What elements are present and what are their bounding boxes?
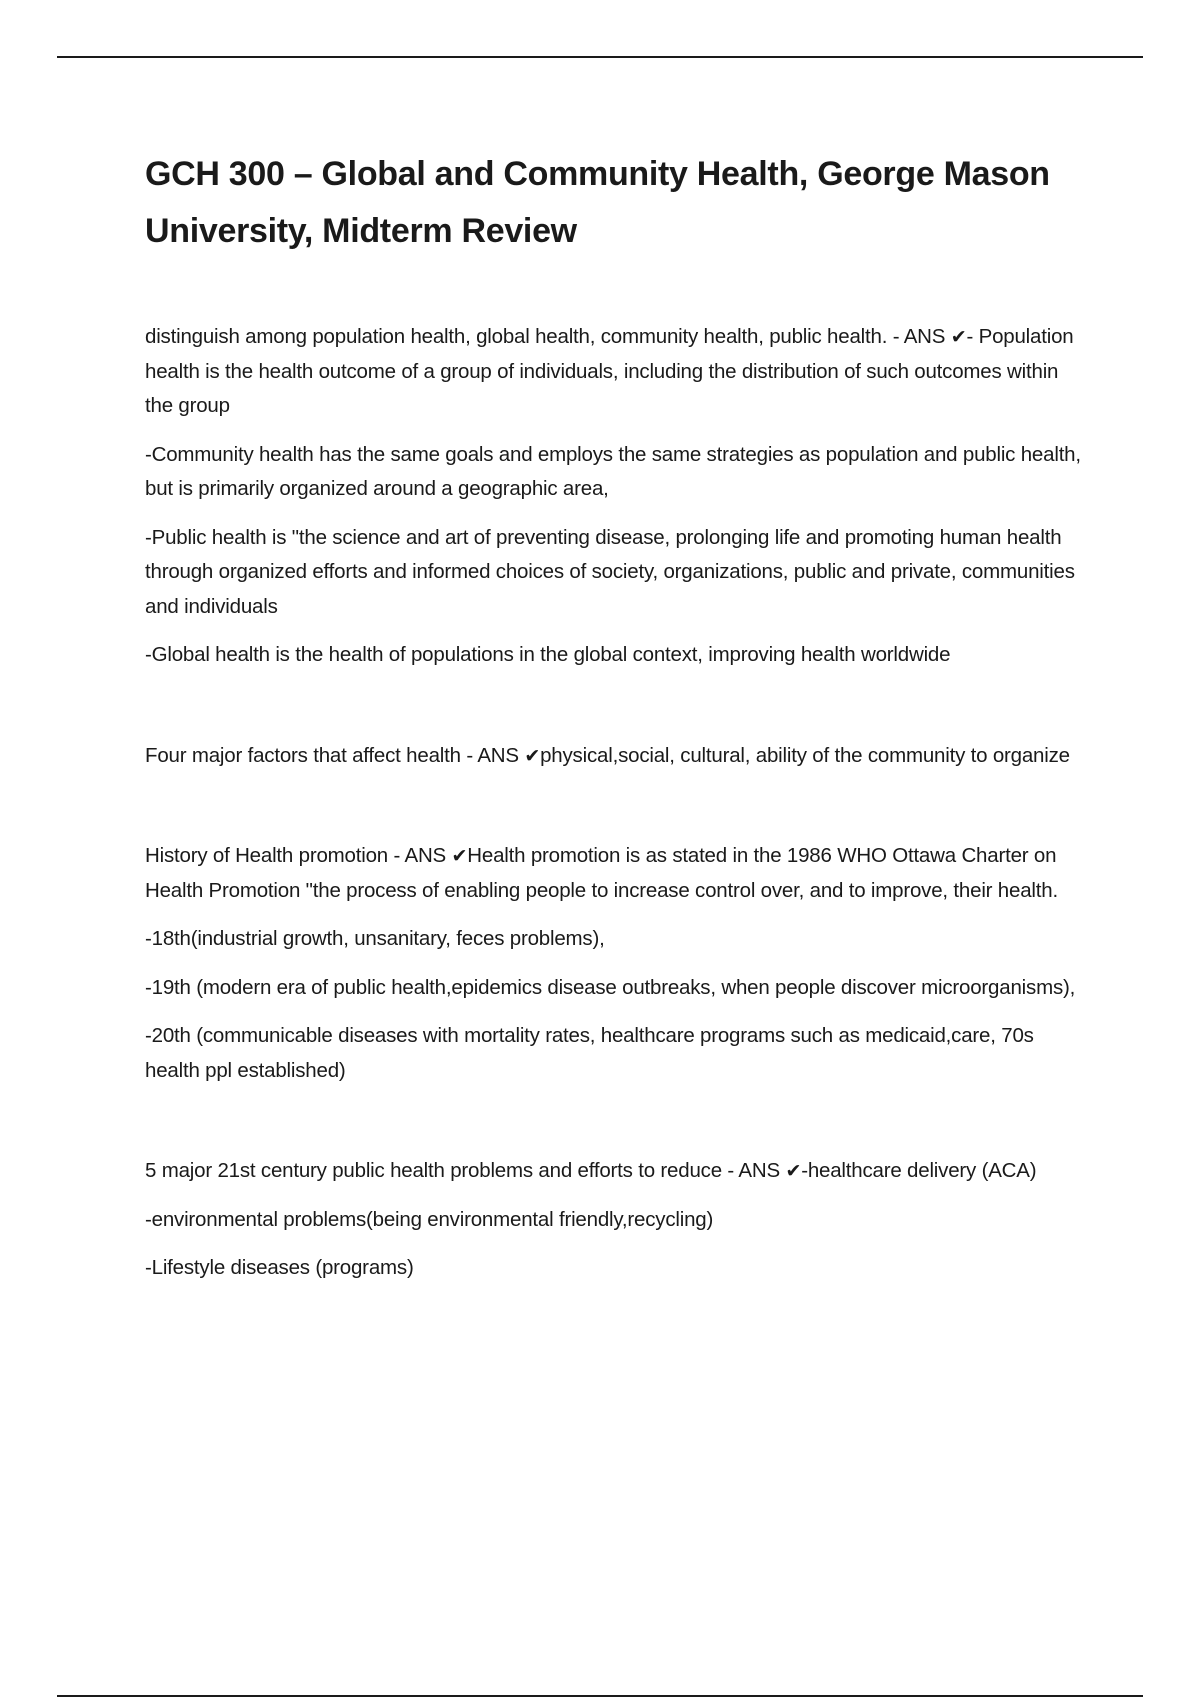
answer-line: -Global health is the health of populations in the global context, improving health worldwide [145, 643, 951, 666]
answer-text: physical,social, cultural, ability of the community to organize [540, 743, 1070, 767]
answer-text: - Population health is the health outcome of a group of individuals, including the distribution of such outcomes within the group [145, 325, 1074, 417]
answer-text: Health promotion is as stated in the 1986 WHO Ottawa Charter on Health Promotion "the process of enabling people to increase control over, and to improve, their health. [145, 844, 1058, 902]
question-text: Four major factors that affect health [145, 743, 461, 767]
ans-separator: - ANS [727, 1159, 780, 1182]
top-rule [57, 56, 1143, 58]
document-title: GCH 300 – Global and Community Health, George Mason University, Midterm Review [145, 155, 1050, 250]
question-text: 5 major 21st century public health problems and efforts to reduce [145, 1159, 722, 1182]
qa-lead-paragraph [145, 1154, 1090, 1189]
qa-list [145, 320, 1090, 1286]
answer-line: -environmental problems(being environmental friendly,recycling) [145, 1207, 714, 1231]
answer-line: -Lifestyle diseases (programs) [145, 1256, 414, 1279]
qa-item [145, 839, 1090, 1088]
document-body [145, 146, 1090, 1300]
checkmark-icon: ✔ [524, 744, 541, 767]
answer-line: -Community health has the same goals and employs the same strategies as population and public health, but is primarily organized around a geographic area, [145, 442, 1081, 500]
answer-line: -20th (communicable diseases with mortality rates, healthcare programs such as medicaid,care, 70s health ppl established) [145, 1024, 1034, 1082]
qa-item [145, 1154, 1090, 1286]
bottom-rule [57, 1695, 1143, 1697]
ans-separator: - ANS [466, 743, 519, 767]
answer-line: -18th(industrial growth, unsanitary, feces problems), [145, 927, 605, 950]
answer-line: -19th (modern era of public health,epidemics disease outbreaks, when people discover microorganisms), [145, 975, 1076, 999]
qa-item [145, 320, 1090, 673]
qa-lead-paragraph [145, 320, 1090, 424]
checkmark-icon: ✔ [785, 1160, 802, 1182]
checkmark-icon: ✔ [950, 326, 967, 348]
ans-separator: - ANS [892, 325, 946, 348]
question-text: History of Health promotion [145, 844, 388, 867]
qa-lead-paragraph [145, 739, 1090, 774]
question-text: distinguish among population health, global health, community health, public health. [145, 325, 888, 348]
qa-item [145, 739, 1090, 774]
answer-line: -Public health is "the science and art of preventing disease, prolonging life and promoting human health through organized efforts and informed choices of society, organizations, public and private, communities and individuals [145, 525, 1075, 618]
ans-separator: - ANS [393, 844, 447, 867]
qa-lead-paragraph [145, 839, 1090, 908]
checkmark-icon: ✔ [451, 845, 468, 867]
answer-text: -healthcare delivery (ACA) [801, 1159, 1037, 1182]
